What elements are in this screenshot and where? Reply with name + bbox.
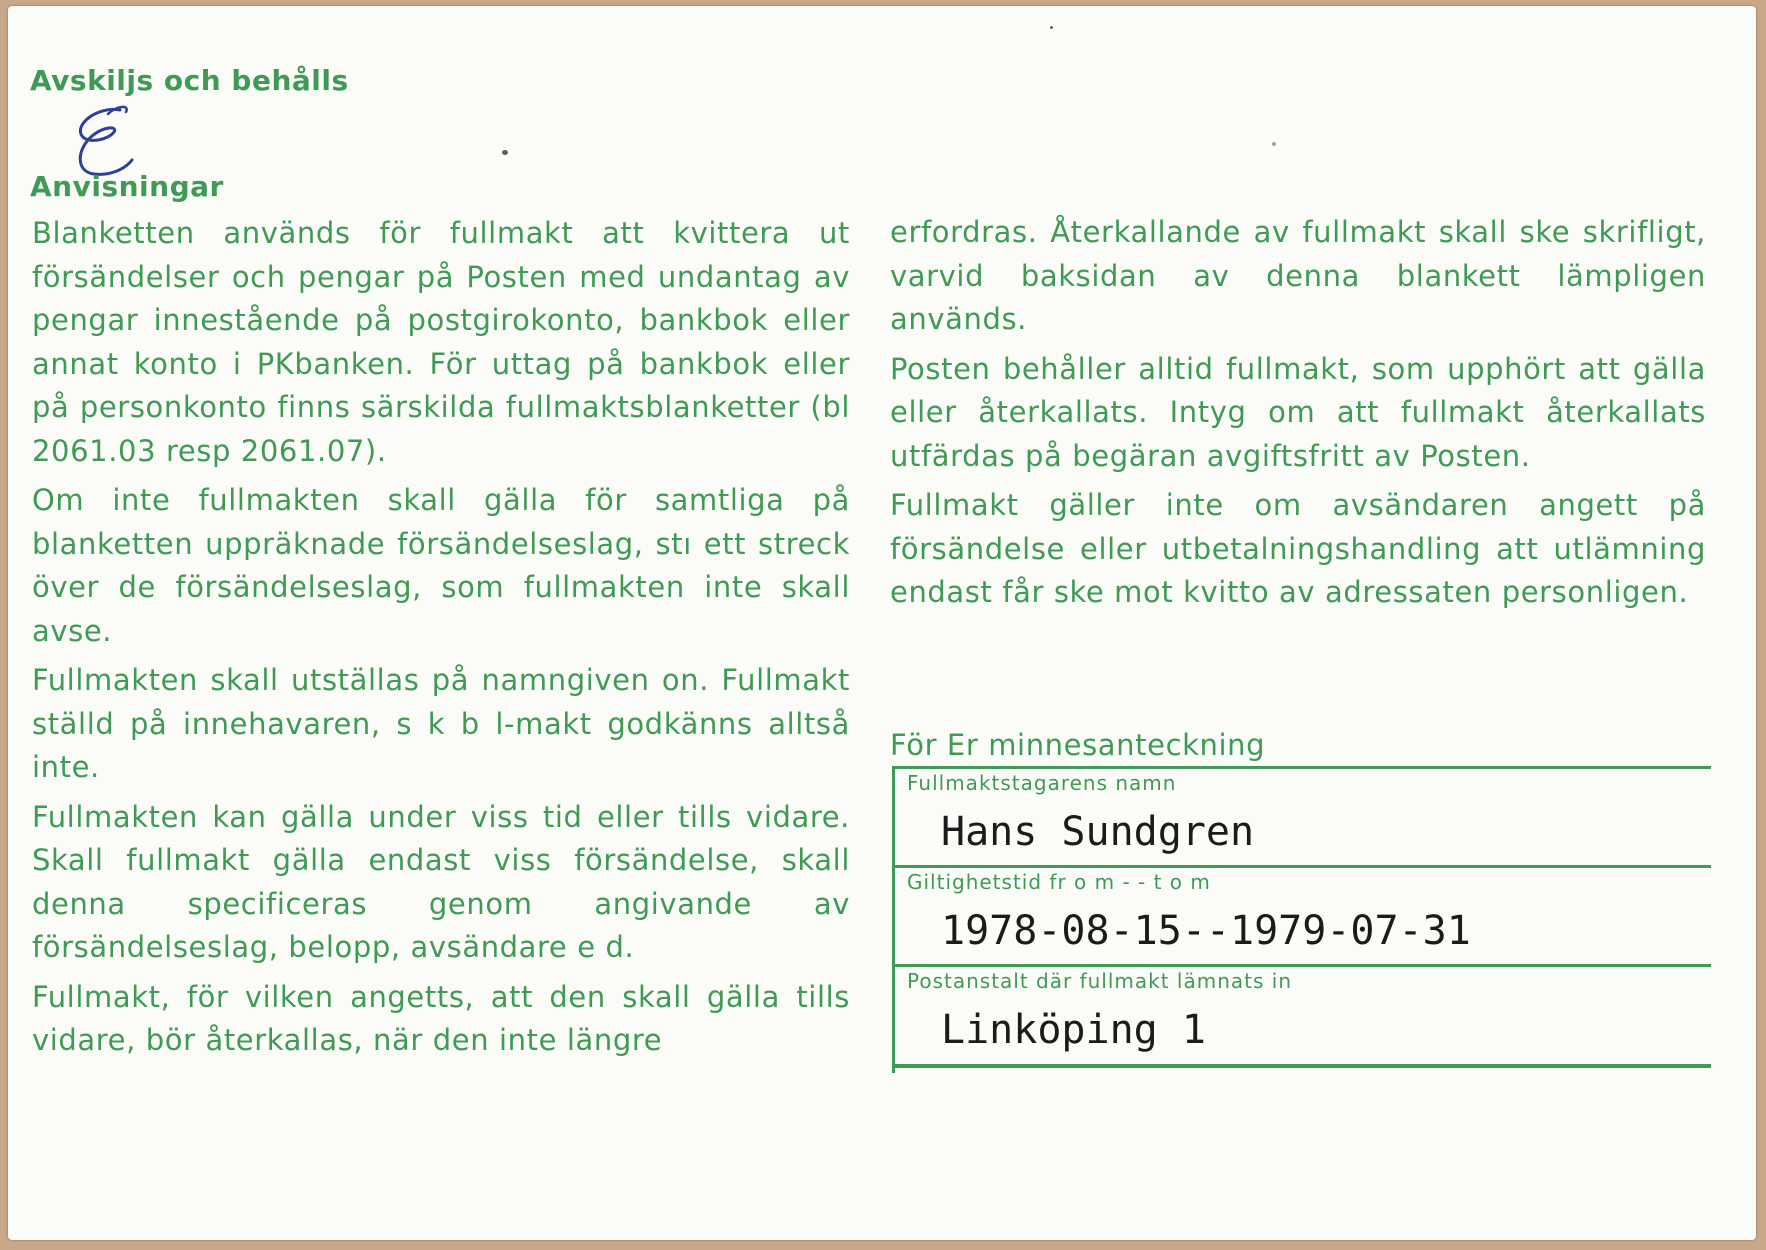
memo-row-validity xyxy=(895,868,1711,967)
instruction-paragraph: Fullmakten skall utställas på namngiven on. Fullmakt ställd på innehavaren, s k b l-makt godkänns alltså inte. xyxy=(32,663,850,784)
memo-value-validity: 1978-08-15--1979-07-31 xyxy=(941,908,1471,954)
memo-row-post-office xyxy=(895,967,1711,1068)
instructions-left-column xyxy=(32,212,850,1069)
memo-title: För Er minnesanteckning xyxy=(890,728,1266,762)
memo-row-name xyxy=(895,769,1711,868)
speck xyxy=(1272,142,1276,146)
memo-box xyxy=(892,766,1711,1073)
instruction-paragraph: Fullmakt gäller inte om avsändaren angett på försändelse eller utbetalningshandling att utlämning endast får ske mot kvitto av adressaten personligen. xyxy=(890,488,1706,609)
instruction-paragraph: Om inte fullmakten skall gälla för samtliga på blanketten uppräknade försändelseslag, stı ett streck över de försändelseslag, som fullmakten inte skall avse. xyxy=(32,483,850,648)
instruction-paragraph: erfordras. Återkallande av fullmakt skall ske skrifligt, varvid baksidan av denna blankett lämpligen används. xyxy=(890,215,1706,336)
instruction-paragraph: Fullmakt, för vilken angetts, att den skall gälla tills vidare, bör återkallas, när den inte längre xyxy=(32,979,850,1057)
memo-value-post-office: Linköping 1 xyxy=(941,1007,1206,1053)
instruction-paragraph: Posten behåller alltid fullmakt, som upphört att gälla eller återkallats. Intyg om att fullmakt återkallats utfärdas på begäran avgiftsfritt av Posten. xyxy=(890,351,1706,473)
instructions-title: Anvisningar xyxy=(30,170,224,203)
memo-value-name: Hans Sundgren xyxy=(941,809,1255,855)
memo-label: Giltighetstid fr o m - - t o m xyxy=(907,870,1211,894)
memo-label: Postanstalt där fullmakt lämnats in xyxy=(907,969,1293,993)
memo-label: Fullmaktstagarens namn xyxy=(907,771,1177,795)
instructions-right-column xyxy=(890,211,1706,621)
postal-form-card xyxy=(8,6,1756,1240)
speck xyxy=(502,150,508,155)
instruction-paragraph: Fullmakten kan gälla under viss tid eller tills vidare. Skall fullmakt gälla endast viss försändelse, skall denna specificeras genom angivande av försändelseslag, belopp, avsändare e d. xyxy=(32,799,850,964)
speck xyxy=(1050,26,1053,29)
page-header: Avskiljs och behålls xyxy=(30,64,349,97)
instruction-paragraph: Blanketten används för fullmakt att kvittera ut försändelser och pengar på Posten med undantag av pengar innestående på postgirokonto, bankbok eller annat konto i PKbanken. För uttag på bankbok eller på personkonto finns särskilda fullmaktsblanketter (bl 2061.03 resp 2061.07). xyxy=(32,216,850,468)
